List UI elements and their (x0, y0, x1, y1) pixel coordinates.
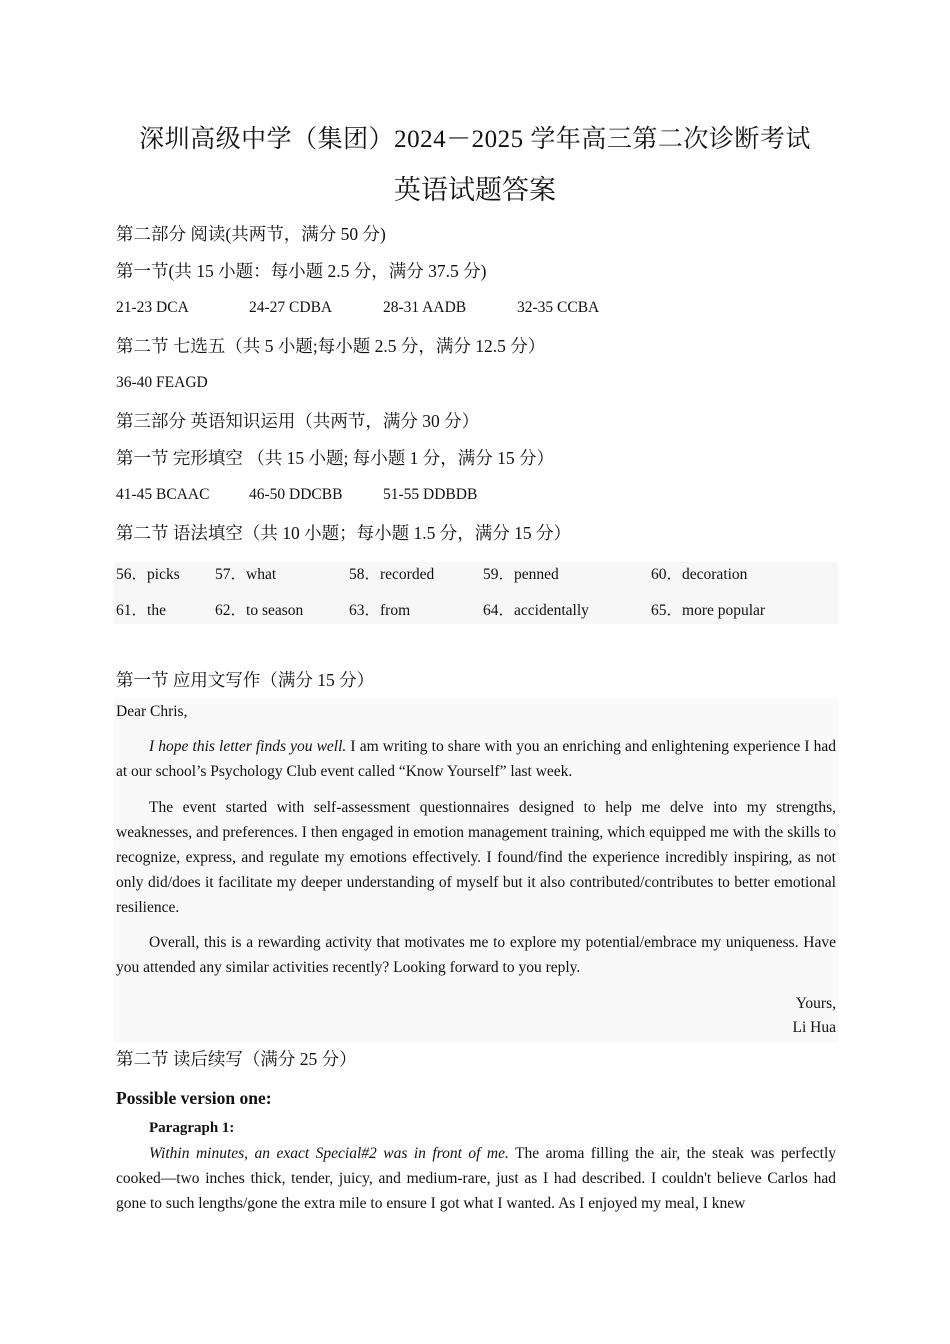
answer-group: 21-23 DCA (116, 299, 189, 316)
answer-group: 24-27 CDBA (249, 299, 333, 316)
page-subtitle: 英语试题答案 (394, 175, 556, 205)
part3-section1-answers (116, 484, 477, 506)
grammar-answer: 60．decoration (651, 566, 748, 583)
grammar-answer: 57．what (215, 566, 277, 583)
letter-paragraph-3: Overall, this is a rewarding activity that motivates me to explore my potential/embrace my uniqueness. Have you attended any similar activities recently? Looking forward to you reply. (116, 934, 836, 976)
part3-section2-heading: 第二节 语法填空（共 10 小题；每小题 1.5 分，满分 15 分） (116, 523, 571, 543)
grammar-answer-table (114, 562, 838, 624)
part3-heading: 第三部分 英语知识运用（共两节，满分 30 分） (116, 411, 480, 431)
grammar-answer: 59．penned (483, 566, 559, 583)
continuation-paragraph-1: Within minutes, an exact Special#2 was in front of me. The aroma filling the air, the steak was perfectly cooked—two inches thick, tender, juicy, and medium-rare, just as I had described. I couldn't believe Carlos had gone to such lengths/gone the extra mile to ensure I got what I wanted. As I enjoyed my meal, I knew (116, 1145, 837, 1212)
answer-group: 28-31 AADB (383, 299, 467, 316)
grammar-answer: 64．accidentally (483, 602, 589, 619)
answer-group: 51-55 DDBDB (383, 486, 478, 503)
answer-group: 41-45 BCAAC (116, 486, 210, 503)
letter-signature: Li Hua (792, 1019, 836, 1036)
grammar-answer: 63．from (349, 602, 411, 619)
grammar-answer: 58．recorded (349, 566, 435, 583)
letter-paragraph-1: I hope this letter finds you well. I am writing to share with you an enriching and enlightening experience I had at our school’s Psychology Club event called “Know Yourself” last week. (116, 738, 836, 780)
letter-greeting: Dear Chris, (116, 703, 188, 720)
part3-section1-heading: 第一节 完形填空 （共 15 小题; 每小题 1 分，满分 15 分） (116, 448, 554, 468)
part2-section1-heading: 第一节(共 15 小题：每小题 2.5 分，满分 37.5 分) (116, 261, 487, 281)
grammar-answer: 62．to season (215, 602, 304, 619)
part2-section2-heading: 第二节 七选五（共 5 小题;每小题 2.5 分，满分 12.5 分） (116, 336, 546, 356)
grammar-answer: 61．the (116, 602, 166, 619)
grammar-answer: 56．picks (116, 566, 180, 583)
part2-section2-answers: 36-40 FEAGD (116, 374, 208, 391)
letter-paragraph-2: The event started with self-assessment questionnaires designed to help me delve into my strengths, weaknesses, and preferences. I then engaged in emotion management training, which equipped me with the skills to recognize, express, and regulate my emotions effectively. I found/find the experience incredibly inspiring, as not only did/does it facilitate my deeper understanding of myself but it also contributed/contributes to better emotional resilience. (116, 799, 836, 916)
writing-heading: 第一节 应用文写作（满分 15 分） (116, 670, 375, 690)
part2-section1-answers (116, 297, 599, 319)
page-title: 深圳高级中学（集团）2024－2025 学年高三第二次诊断考试 (139, 126, 811, 153)
part2-heading: 第二部分 阅读(共两节，满分 50 分) (116, 224, 386, 244)
version-heading: Possible version one: (116, 1088, 272, 1108)
letter-closing: Yours, (795, 995, 836, 1012)
continuation-heading: 第二节 读后续写（满分 25 分） (116, 1049, 357, 1069)
paragraph-label: Paragraph 1: (149, 1120, 235, 1136)
grammar-answer: 65．more popular (651, 602, 766, 619)
answer-group: 32-35 CCBA (517, 299, 600, 316)
answer-group: 46-50 DDCBB (249, 486, 343, 503)
